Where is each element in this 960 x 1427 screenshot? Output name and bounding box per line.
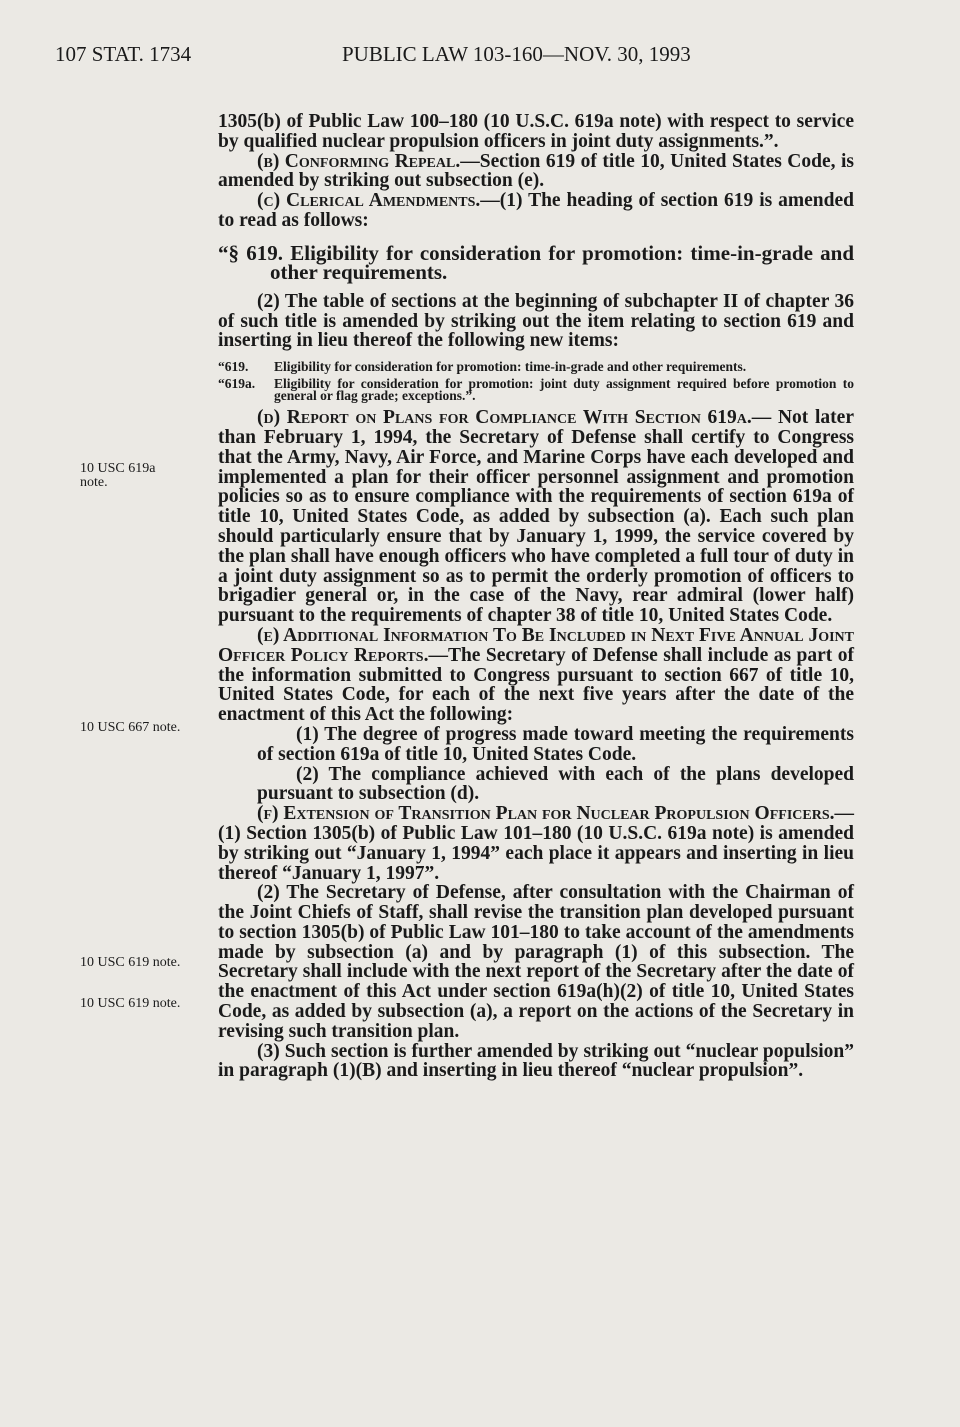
subsection-f-text: —(1) Section 1305(b) of Public Law 101–180 (10 U.S.C. 619a note) is amended by striking out “January 1, 1994” each place it appears and inserting in lieu thereof “January 1, 1997”. (218, 803, 854, 884)
subsection-b-text: —Section 619 of title 10, United States Code, is amended by striking out subsection (e). (218, 150, 854, 192)
paragraph-f3: (3) Such section is further amended by striking out “nuclear populsion” in paragraph (1)(B) and inserting in lieu thereof “nuclear propulsion”. (218, 1040, 854, 1082)
stat-reference: 107 STAT. 1734 (55, 42, 192, 66)
subsection-f-heading: (f) Extension of Transition Plan for Nuclear Propulsion Officers. (257, 803, 835, 825)
subsection-c-heading: (c) Clerical Amendments. (257, 190, 481, 212)
subsection-d (218, 408, 854, 626)
table-item-619a-text: Eligibility for consideration for promotion: joint duty assignment required before promotion to general or flag grade; exceptions.”. (274, 376, 854, 404)
paragraph-continuation: 1305(b) of Public Law 100–180 (10 U.S.C. 619a note) with respect to service by qualified nuclear propulsion officers in joint duty assignments.”. (218, 111, 854, 152)
table-item-619a-number: “619a. (218, 376, 256, 392)
subsection-e (218, 626, 854, 725)
subsection-b-heading: (b) Conforming Repeal. (257, 150, 461, 172)
subsection-c-text: —(1) The heading of section 619 is amended to read as follows: (218, 190, 854, 231)
table-item-619 (218, 361, 854, 373)
margin-note-619a: 10 USC 619a note. (80, 461, 156, 490)
law-date-title: PUBLIC LAW 103-160—NOV. 30, 1993 (342, 42, 691, 66)
margin-note-619-a: 10 USC 619 note. (80, 955, 181, 970)
statute-body (218, 112, 854, 1081)
paragraph-f2: (2) The Secretary of Defense, after consultation with the Chairman of the Joint Chiefs of Staff, shall revise the transition plan developed pursuant to section 1305(b) of Public Law 101–180 to take account of the amendments made by subsection (a) and by paragraph (1) of this subsection. The Secretary shall include with the next report of the Secretary after the date of the enactment of this Act under section 619a(h)(2) of title 10, United States Code, as added by subsection (a), a report on the actions of the Secretary in revising such transition plan. (218, 882, 854, 1042)
subsection-d-text: — Not later than February 1, 1994, the Secretary of Defense shall certify to Congress that the Army, Navy, Air Force, and Marine Corps have each developed and implemented a plan for their officer personnel assignment and promotion policies so as to ensure compliance with the requirements of section 619a of title 10, United States Code, as added by subsection (a). Each such plan should particularly ensure that by January 1, 1999, the service covered by the plan shall have enough officers who have completed a full tour of duty in a joint duty assignment so as to permit the orderly promotion of officers to brigadier general or, in the case of the Navy, rear admiral (lower half) pursuant to the requirements of chapter 38 of title 10, United States Code. (218, 407, 854, 627)
table-item-619a (218, 378, 854, 402)
subsection-d-heading: (d) Report on Plans for Compliance With Section 619a. (257, 407, 752, 429)
subsection-c (218, 191, 854, 231)
margin-note-667: 10 USC 667 note. (80, 720, 181, 735)
margin-note-619-b: 10 USC 619 note. (80, 996, 181, 1011)
table-item-619-text: Eligibility for consideration for promotion: time-in-grade and other requirements. (274, 359, 747, 375)
table-of-sections (218, 361, 854, 402)
section-619-heading: “§ 619. Eligibility for consideration for promotion: time-in-grade and other requirements. (218, 240, 854, 284)
table-item-619-number: “619. (218, 359, 249, 375)
subsection-e-text: —The Secretary of Defense shall include as part of the information submitted to Congress pursuant to section 667 of title 10, United States Code, for each of the next five years after the date of the enactment of this Act the following: (218, 644, 854, 726)
paragraph-e1: (1) The degree of progress made toward meeting the requirements of section 619a of title 10, United States Code. (257, 723, 854, 765)
paragraph-c2: (2) The table of sections at the beginning of subchapter II of chapter 36 of such title is amended by striking out the item relating to section 619 and inserting in lieu thereof the following new items: (218, 290, 854, 352)
subsection-f (218, 804, 854, 883)
subsection-e-heading: (e) Additional Information To Be Included in Next Five Annual Joint Officer Policy Reports. (218, 624, 854, 666)
subsection-b (218, 152, 854, 192)
paragraph-e2: (2) The compliance achieved with each of the plans developed pursuant to subsection (d). (257, 763, 854, 805)
